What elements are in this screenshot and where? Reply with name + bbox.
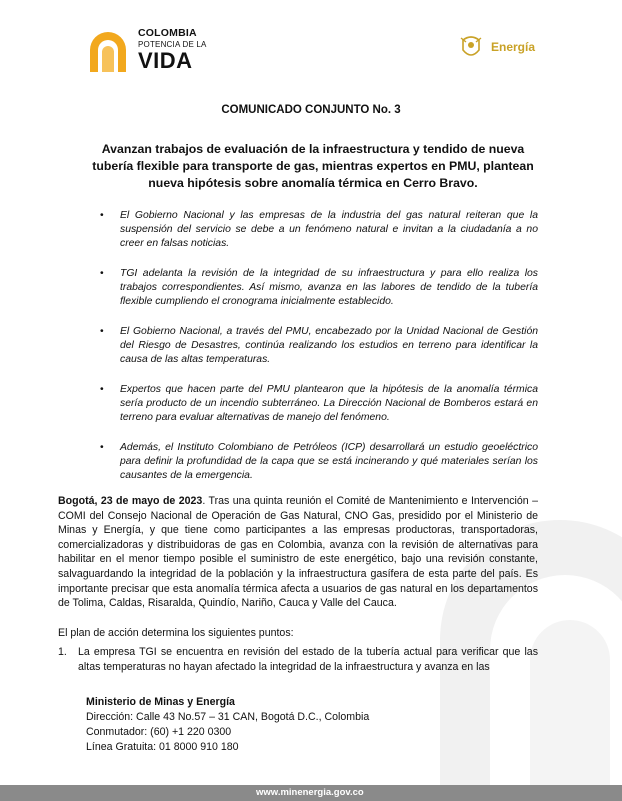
coat-of-arms-icon: [459, 34, 483, 60]
body-paragraph-2: El plan de acción determina los siguientes puntos:: [58, 627, 294, 639]
logo-line2: POTENCIA DE LA: [138, 39, 207, 49]
bullet-text: TGI adelanta la revisión de la integridad de su infraestructura y para ello realiza los trabajos correspondientes. Así mismo, avanza en las labores de tendido de la tubería flexible cumpliendo el cronograma inicialmente establecido.: [120, 268, 538, 307]
list-number: 1.: [58, 646, 67, 658]
bullet-icon: •: [100, 326, 104, 337]
footer-phone: Conmutador: (60) +1 220 0300: [86, 726, 232, 738]
bullet-item: [98, 325, 538, 367]
bullet-item: [98, 209, 538, 251]
summary-bullets: [98, 209, 538, 499]
logo-mark-icon: [86, 28, 130, 72]
bullet-icon: •: [100, 442, 104, 453]
bullet-text: El Gobierno Nacional, a través del PMU, encabezado por la Unidad Nacional de Gestión del Riesgo de Desastres, continúa realizando los estudios en terreno para identificar la causa de las altas temperaturas.: [120, 326, 538, 365]
bullet-icon: •: [100, 268, 104, 279]
footer-org: Ministerio de Minas y Energía: [86, 696, 235, 708]
document-title: COMUNICADO CONJUNTO No. 3: [221, 104, 401, 116]
colombia-potencia-logo: [86, 26, 216, 74]
bullet-text: Expertos que hacen parte del PMU plantearon que la hipótesis de la anomalía térmica sería producto de un incendio subterráneo. La Dirección Nacional de Bomberos estará en terreno para evaluar alternativas de manejo del fenómeno.: [120, 384, 538, 423]
footer-hotline: Línea Gratuita: 01 8000 910 180: [86, 741, 239, 753]
paragraph-1-text: . Tras una quinta reunión el Comité de Mantenimiento e Intervención – COMI del Consejo Nacional de Operación de Gas Natural, CNO Gas, presidido por el Ministerio de Minas y Energía, y que tiene como participantes a las empresas productoras, transportadoras, comercializadoras y distribuidoras de gas en Colombia, avanza con la revisión de alternativas para habilitar en el menor tiempo posible el suministro de este energético, bajo una revisión constante, salvaguardando la integridad de la población y la infraestructura gasífera de esta parte del país. Es importante precisar que esta anomalía térmica afecta a usuarios de gas natural en los departamentos de Tolima, Caldas, Risaralda, Quindío, Nariño, Cauca y Valle del Cauca.: [58, 495, 538, 610]
logo-line3: VIDA: [138, 47, 193, 73]
bullet-item: [98, 267, 538, 309]
logo-line1: COLOMBIA: [138, 27, 197, 39]
contact-footer: [86, 695, 369, 755]
energia-logo-text: Energía: [491, 40, 536, 54]
bullet-item: [98, 383, 538, 425]
footer-address: Dirección: Calle 43 No.57 – 31 CAN, Bogotá D.C., Colombia: [86, 711, 370, 723]
bullet-text: El Gobierno Nacional y las empresas de la industria del gas natural reiteran que la suspensión del servicio se debe a un fenómeno natural e invitan a la ciudadanía a no creer en falsas noticias.: [120, 210, 538, 249]
website-bar: [0, 785, 622, 801]
bullet-text: Además, el Instituto Colombiano de Petróleos (ICP) desarrollará un estudio geoeléctrico para definir la profundidad de la capa que se está incinerando y qué materiales serían los causantes de la emergencia.: [120, 442, 538, 481]
body-paragraph-1: [58, 494, 538, 611]
action-plan-list: [58, 645, 538, 674]
energia-logo: [459, 34, 549, 60]
bullet-icon: •: [100, 384, 104, 395]
bullet-icon: •: [100, 210, 104, 221]
dateline: Bogotá, 23 de mayo de 2023: [58, 495, 203, 507]
list-item-text: La empresa TGI se encuentra en revisión del estado de la tubería actual para verificar que las altas temperaturas no hayan afectado la integridad de la infraestructura y avanza en las: [78, 646, 538, 673]
headline: Avanzan trabajos de evaluación de la infraestructura y tendido de nueva tubería flexible para transporte de gas, mientras expertos en PMU, plantean nueva hipótesis sobre anomalía térmica en Cerro Bravo.: [92, 142, 534, 190]
bullet-item: [98, 441, 538, 483]
website-link[interactable]: www.minenergia.gov.co: [256, 787, 364, 798]
